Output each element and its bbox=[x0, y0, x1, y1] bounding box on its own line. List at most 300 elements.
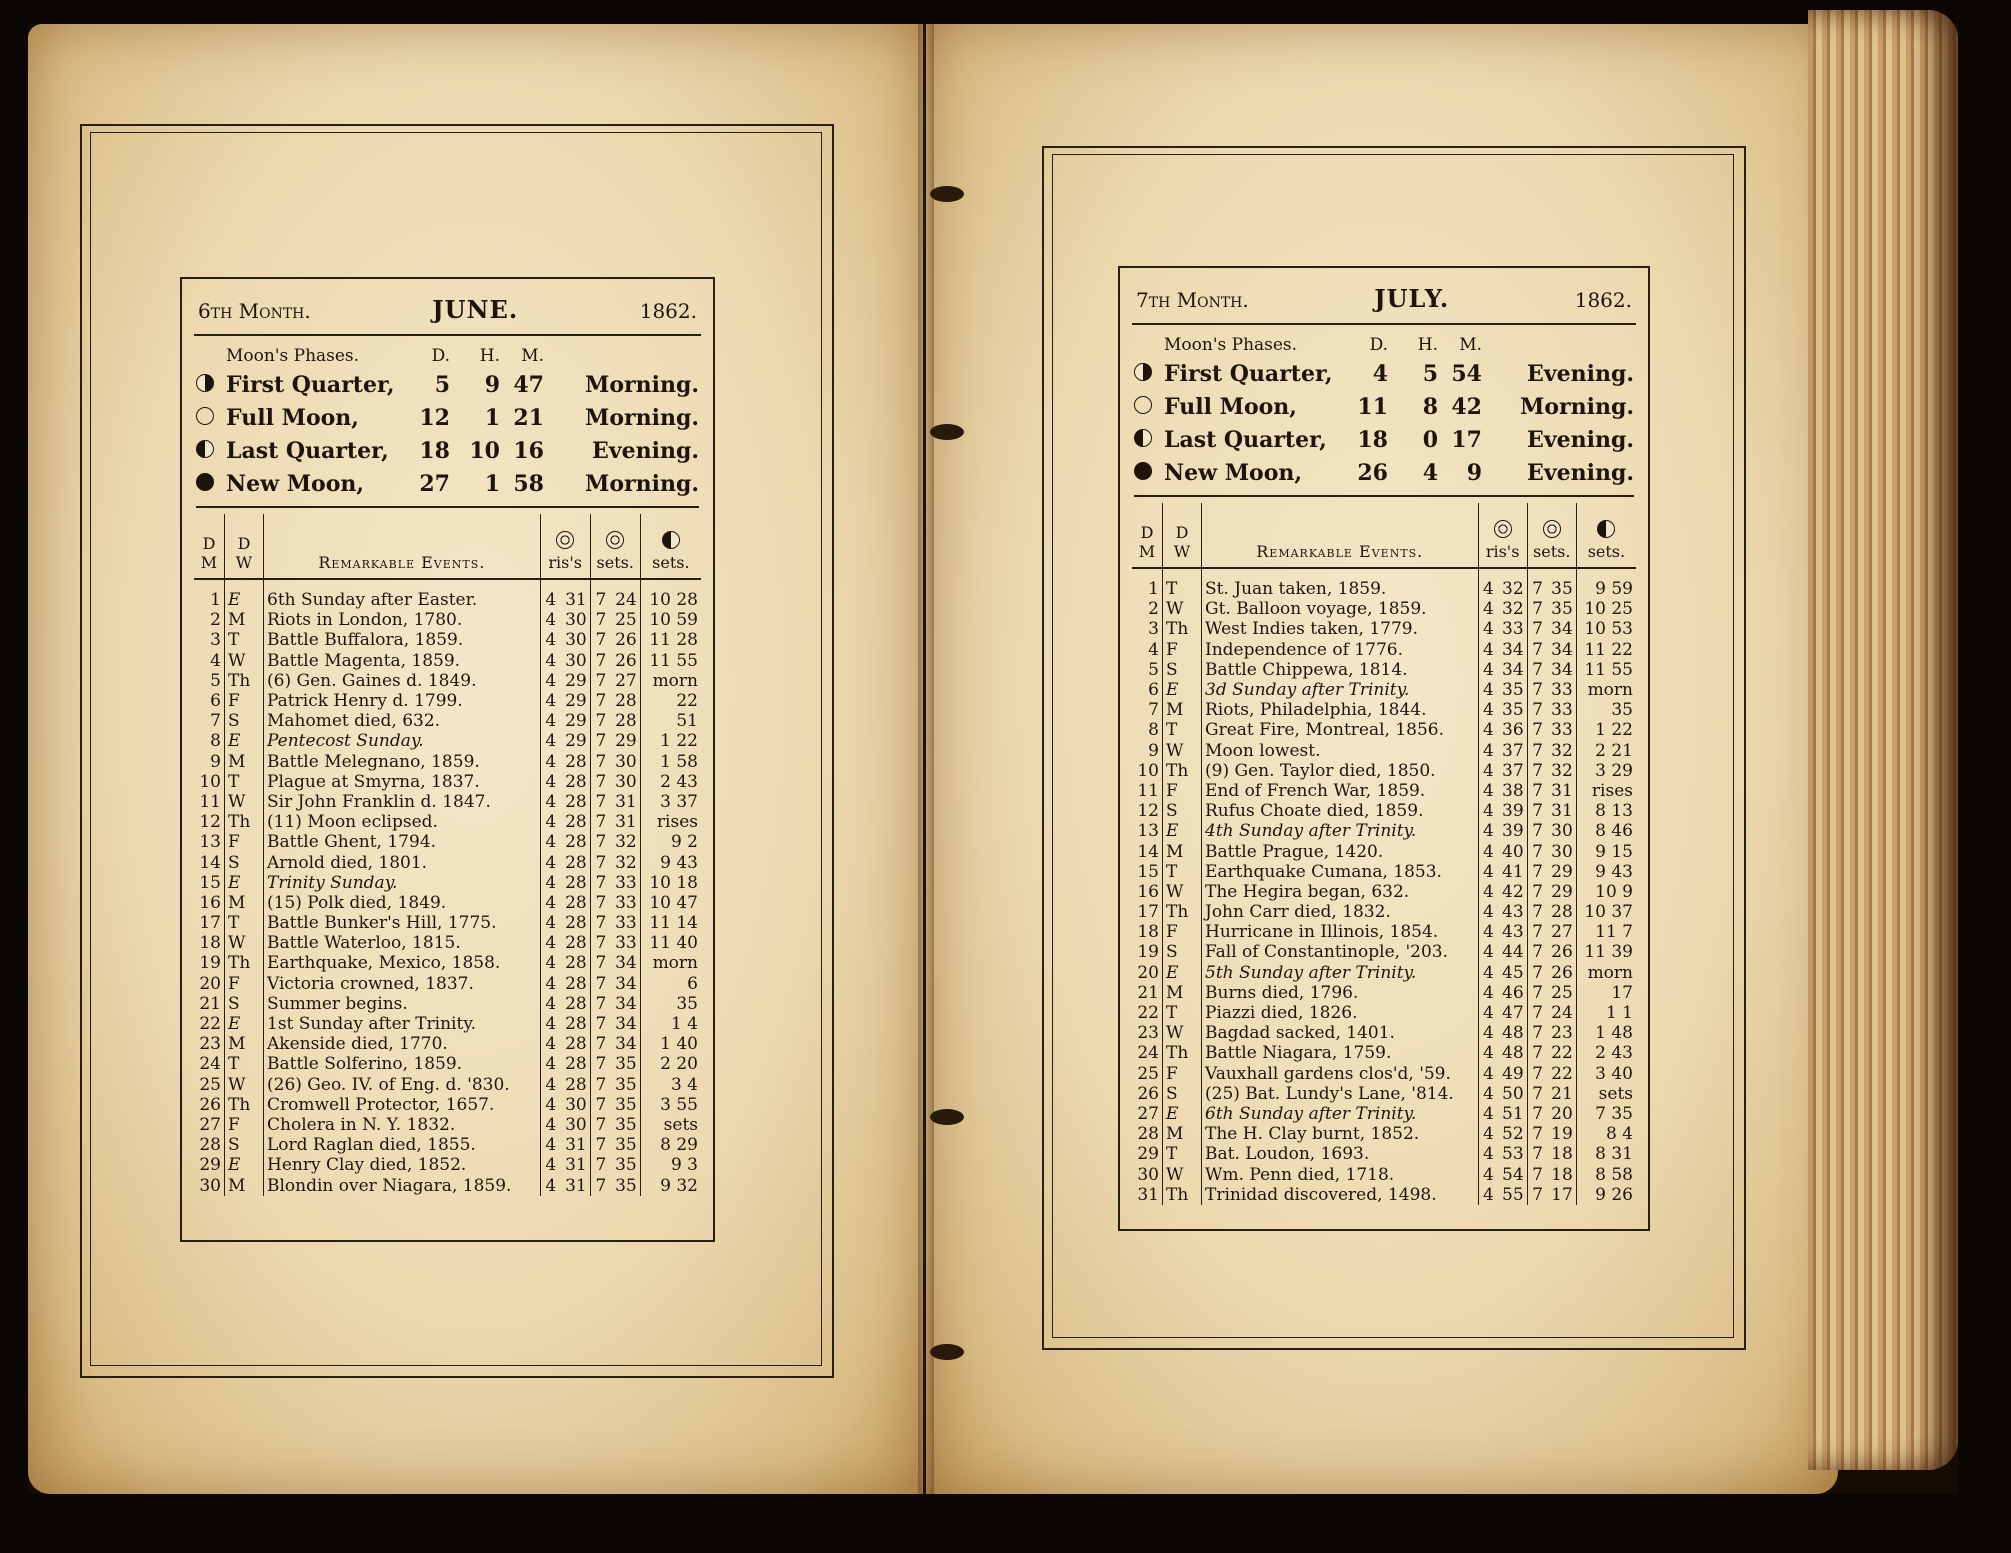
sunset-hour: 7 bbox=[590, 1054, 609, 1074]
day-of-month: 17 bbox=[1137, 902, 1159, 923]
month-header bbox=[194, 289, 701, 336]
table-row bbox=[194, 953, 701, 973]
moon-sets-value: 2 21 bbox=[1576, 741, 1636, 761]
phase-minute: 54 bbox=[1451, 360, 1482, 387]
event-text: The H. Clay burnt, 1852. bbox=[1202, 1124, 1479, 1144]
day-of-week: Th bbox=[225, 671, 264, 691]
moon-sets-value: 1 22 bbox=[1576, 720, 1636, 740]
moon-sets-value: 1 22 bbox=[640, 731, 701, 751]
sunset-hour: 7 bbox=[1527, 1043, 1546, 1063]
event-text: Pentecost Sunday. bbox=[264, 731, 541, 751]
day-of-week: E bbox=[1163, 680, 1202, 700]
event-text: Gt. Balloon voyage, 1859. bbox=[1202, 599, 1479, 619]
sunset-hour: 7 bbox=[1527, 640, 1546, 660]
phase-day: 4 bbox=[1372, 360, 1388, 387]
day-of-month: 30 bbox=[1137, 1164, 1159, 1185]
moon-phases-header bbox=[196, 344, 699, 368]
day-of-month: 11 bbox=[199, 791, 221, 812]
sunset-hour: 7 bbox=[1527, 841, 1546, 861]
moon-sets-value: 10 59 bbox=[640, 610, 701, 630]
last-quarter-icon bbox=[196, 440, 214, 458]
day-of-month: 29 bbox=[1137, 1144, 1159, 1165]
day-of-month: 17 bbox=[199, 913, 221, 934]
event-text: Arnold died, 1801. bbox=[264, 852, 541, 872]
sunrise-minute: 28 bbox=[565, 771, 587, 792]
event-text: Battle Prague, 1420. bbox=[1202, 841, 1479, 861]
sunrise-hour: 4 bbox=[1478, 1185, 1497, 1205]
day-of-month: 20 bbox=[199, 973, 221, 994]
sunset-minute: 35 bbox=[615, 1175, 637, 1196]
sunset-hour: 7 bbox=[1527, 983, 1546, 1003]
sunset-hour: 7 bbox=[590, 1075, 609, 1095]
sunrise-hour: 4 bbox=[540, 792, 559, 812]
table-row bbox=[1132, 1104, 1636, 1124]
moon-sets-value: 11 39 bbox=[1576, 942, 1636, 962]
day-of-month: 23 bbox=[1137, 1023, 1159, 1044]
table-row bbox=[1132, 680, 1636, 700]
day-of-month: 14 bbox=[1137, 841, 1159, 862]
sunrise-hour: 4 bbox=[1478, 700, 1497, 720]
day-of-week: E bbox=[1163, 1104, 1202, 1124]
table-row bbox=[194, 1115, 701, 1135]
sunrise-minute: 30 bbox=[565, 1094, 587, 1115]
sunrise-minute: 28 bbox=[565, 993, 587, 1014]
event-text: (15) Polk died, 1849. bbox=[264, 893, 541, 913]
binding-stitch bbox=[930, 186, 964, 202]
sunset-hour: 7 bbox=[590, 691, 609, 711]
table-row bbox=[1132, 882, 1636, 902]
day-of-week: W bbox=[1163, 882, 1202, 902]
sunset-minute: 33 bbox=[615, 913, 637, 934]
table-row bbox=[1132, 983, 1636, 1003]
event-text: Summer begins. bbox=[264, 994, 541, 1014]
sunrise-minute: 31 bbox=[565, 590, 587, 611]
sunset-minute: 35 bbox=[615, 1074, 637, 1095]
day-of-week: Th bbox=[1163, 1043, 1202, 1063]
sunset-minute: 34 bbox=[615, 1014, 637, 1035]
event-text: Akenside died, 1770. bbox=[264, 1034, 541, 1054]
sunset-minute: 33 bbox=[615, 933, 637, 954]
sunrise-minute: 43 bbox=[1502, 922, 1524, 943]
day-of-month: 3 bbox=[1148, 619, 1159, 640]
sunrise-hour: 4 bbox=[1478, 922, 1497, 942]
moon-phase-row bbox=[196, 368, 699, 401]
day-of-week: W bbox=[225, 1075, 264, 1095]
event-text: Cromwell Protector, 1657. bbox=[264, 1095, 541, 1115]
day-of-week: E bbox=[225, 873, 264, 893]
table-row bbox=[194, 711, 701, 731]
sunset-minute: 27 bbox=[1551, 922, 1573, 943]
table-row bbox=[1132, 720, 1636, 740]
phase-name: New Moon, bbox=[1164, 459, 1303, 486]
day-of-week: M bbox=[225, 752, 264, 772]
moon-sets-value: 8 4 bbox=[1576, 1124, 1636, 1144]
phase-hour: 5 bbox=[1422, 360, 1438, 387]
moon-sets-value: 3 55 bbox=[640, 1095, 701, 1115]
day-of-week: T bbox=[1163, 1144, 1202, 1164]
day-of-week: W bbox=[225, 792, 264, 812]
sunset-minute: 35 bbox=[615, 1114, 637, 1135]
table-row bbox=[194, 1135, 701, 1155]
sunrise-minute: 29 bbox=[565, 731, 587, 752]
moon-sets-value: 9 43 bbox=[1576, 862, 1636, 882]
sunrise-minute: 28 bbox=[565, 1054, 587, 1075]
day-of-month: 1 bbox=[210, 590, 221, 611]
moon-icon bbox=[1597, 520, 1615, 538]
sunrise-minute: 31 bbox=[565, 1155, 587, 1176]
event-text: Bat. Loudon, 1693. bbox=[1202, 1144, 1479, 1164]
day-of-week: W bbox=[1163, 741, 1202, 761]
table-row bbox=[194, 731, 701, 751]
table-row bbox=[1132, 700, 1636, 720]
table-row bbox=[194, 1075, 701, 1095]
event-text: West Indies taken, 1779. bbox=[1202, 619, 1479, 639]
sunset-minute: 20 bbox=[1551, 1103, 1573, 1124]
table-row bbox=[194, 832, 701, 852]
col-remarkable-events: Remarkable Events. bbox=[264, 514, 541, 579]
sunset-minute: 35 bbox=[615, 1135, 637, 1156]
day-of-month: 6 bbox=[1148, 680, 1159, 701]
table-row bbox=[194, 994, 701, 1014]
day-of-month: 9 bbox=[210, 751, 221, 772]
sunrise-minute: 43 bbox=[1502, 902, 1524, 923]
day-of-month: 7 bbox=[1148, 700, 1159, 721]
sunrise-hour: 4 bbox=[540, 933, 559, 953]
day-of-month: 11 bbox=[1137, 780, 1159, 801]
sunset-hour: 7 bbox=[590, 1014, 609, 1034]
day-of-week: E bbox=[1163, 821, 1202, 841]
day-of-month: 2 bbox=[210, 610, 221, 631]
event-text: Patrick Henry d. 1799. bbox=[264, 691, 541, 711]
phase-hour: 1 bbox=[484, 404, 500, 431]
moon-sets-value: 11 14 bbox=[640, 913, 701, 933]
day-of-month: 31 bbox=[1137, 1184, 1159, 1205]
sunset-minute: 32 bbox=[615, 852, 637, 873]
day-of-month: 3 bbox=[210, 630, 221, 651]
sunrise-hour: 4 bbox=[1478, 1023, 1497, 1043]
sunrise-hour: 4 bbox=[540, 893, 559, 913]
sunset-minute: 29 bbox=[1551, 881, 1573, 902]
moon-sets-value: morn bbox=[1576, 680, 1636, 700]
day-of-week: Th bbox=[1163, 1185, 1202, 1205]
sunrise-hour: 4 bbox=[1478, 801, 1497, 821]
sunset-hour: 7 bbox=[590, 1135, 609, 1155]
sunset-hour: 7 bbox=[590, 1175, 609, 1195]
event-text: Piazzi died, 1826. bbox=[1202, 1003, 1479, 1023]
phase-day: 18 bbox=[419, 437, 450, 464]
sunrise-hour: 4 bbox=[1478, 720, 1497, 740]
moon-phases bbox=[196, 344, 699, 508]
table-row bbox=[1132, 1185, 1636, 1205]
sunrise-minute: 50 bbox=[1502, 1083, 1524, 1104]
sunrise-minute: 31 bbox=[565, 1135, 587, 1156]
day-of-week: W bbox=[225, 933, 264, 953]
sunset-minute: 35 bbox=[615, 1054, 637, 1075]
event-text: Battle Waterloo, 1815. bbox=[264, 933, 541, 953]
col-remarkable-events: Remarkable Events. bbox=[1202, 503, 1479, 568]
sun-icon bbox=[556, 531, 574, 549]
sunset-hour: 7 bbox=[590, 873, 609, 893]
sunrise-minute: 28 bbox=[565, 812, 587, 833]
sunrise-hour: 4 bbox=[540, 630, 559, 650]
first-quarter-icon bbox=[196, 374, 214, 392]
moon-sets-value: rises bbox=[640, 812, 701, 832]
sunrise-minute: 45 bbox=[1502, 962, 1524, 983]
sunrise-hour: 4 bbox=[1478, 640, 1497, 660]
event-text: Battle Magenta, 1859. bbox=[264, 651, 541, 671]
day-of-month: 13 bbox=[1137, 821, 1159, 842]
sunrise-hour: 4 bbox=[540, 671, 559, 691]
day-of-week: E bbox=[225, 731, 264, 751]
june-calendar bbox=[180, 277, 715, 1242]
col-days: D. bbox=[431, 346, 450, 366]
binding-stitch bbox=[930, 424, 964, 440]
phase-name: Full Moon, bbox=[1164, 393, 1297, 420]
day-of-week: F bbox=[1163, 781, 1202, 801]
day-of-week: M bbox=[1163, 983, 1202, 1003]
sunrise-minute: 28 bbox=[565, 852, 587, 873]
month-name: JUNE. bbox=[432, 295, 519, 324]
moon-sets-value: 8 13 bbox=[1576, 801, 1636, 821]
day-of-week: F bbox=[225, 1115, 264, 1135]
sunset-minute: 33 bbox=[1551, 680, 1573, 701]
sunrise-minute: 46 bbox=[1502, 982, 1524, 1003]
sunset-minute: 28 bbox=[1551, 902, 1573, 923]
day-of-month: 21 bbox=[1137, 982, 1159, 1003]
sunrise-hour: 4 bbox=[1478, 882, 1497, 902]
phase-hour: 4 bbox=[1422, 459, 1438, 486]
day-of-week: F bbox=[225, 691, 264, 711]
event-text: Trinidad discovered, 1498. bbox=[1202, 1185, 1479, 1205]
moon-sets-value: 9 59 bbox=[1576, 568, 1636, 599]
table-row bbox=[1132, 922, 1636, 942]
sunrise-minute: 28 bbox=[565, 751, 587, 772]
table-row bbox=[194, 852, 701, 872]
event-text: Great Fire, Montreal, 1856. bbox=[1202, 720, 1479, 740]
sunrise-hour: 4 bbox=[540, 752, 559, 772]
event-text: Vauxhall gardens clos'd, '59. bbox=[1202, 1064, 1479, 1084]
day-of-month: 24 bbox=[199, 1054, 221, 1075]
day-of-month: 22 bbox=[199, 1014, 221, 1035]
table-row bbox=[194, 651, 701, 671]
day-of-week: F bbox=[1163, 640, 1202, 660]
moon-phase-row bbox=[1134, 456, 1634, 489]
moon-sets-value: 3 37 bbox=[640, 792, 701, 812]
sunset-hour: 7 bbox=[1527, 1084, 1546, 1104]
table-row bbox=[1132, 902, 1636, 922]
sunrise-hour: 4 bbox=[540, 1095, 559, 1115]
event-text: The Hegira began, 632. bbox=[1202, 882, 1479, 902]
day-of-week: Th bbox=[225, 1095, 264, 1115]
sunrise-hour: 4 bbox=[1478, 761, 1497, 781]
year-label: 1862. bbox=[639, 299, 697, 323]
sunrise-hour: 4 bbox=[1478, 781, 1497, 801]
sunset-minute: 26 bbox=[1551, 962, 1573, 983]
table-row bbox=[1132, 801, 1636, 821]
table-row bbox=[1132, 1084, 1636, 1104]
month-header bbox=[1132, 278, 1636, 325]
sunset-hour: 7 bbox=[1527, 741, 1546, 761]
moon-sets-value: 9 15 bbox=[1576, 841, 1636, 861]
sunrise-hour: 4 bbox=[1478, 1064, 1497, 1084]
sunrise-minute: 51 bbox=[1502, 1103, 1524, 1124]
sunrise-hour: 4 bbox=[1478, 680, 1497, 700]
table-row bbox=[194, 913, 701, 933]
day-of-week: M bbox=[1163, 841, 1202, 861]
sunrise-hour: 4 bbox=[540, 1014, 559, 1034]
day-of-week: T bbox=[225, 630, 264, 650]
day-of-month: 25 bbox=[199, 1074, 221, 1095]
sunset-hour: 7 bbox=[1527, 568, 1546, 599]
moon-sets-value: morn bbox=[640, 671, 701, 691]
moon-sets-value: 3 4 bbox=[640, 1075, 701, 1095]
table-row bbox=[1132, 1124, 1636, 1144]
event-text: 3d Sunday after Trinity. bbox=[1202, 680, 1479, 700]
day-of-week: T bbox=[1163, 862, 1202, 882]
sunrise-hour: 4 bbox=[540, 610, 559, 630]
sunset-hour: 7 bbox=[1527, 1003, 1546, 1023]
month-number-label: 6th Month. bbox=[198, 299, 311, 323]
event-text: (9) Gen. Taylor died, 1850. bbox=[1202, 761, 1479, 781]
col-moon-sets: sets. bbox=[640, 514, 701, 579]
phase-name: First Quarter, bbox=[226, 371, 395, 398]
sunset-minute: 29 bbox=[615, 731, 637, 752]
day-of-week: W bbox=[1163, 599, 1202, 619]
event-text: Moon lowest. bbox=[1202, 741, 1479, 761]
sunrise-hour: 4 bbox=[1478, 1164, 1497, 1184]
sunset-minute: 22 bbox=[1551, 1043, 1573, 1064]
sunset-hour: 7 bbox=[1527, 1185, 1546, 1205]
sunset-hour: 7 bbox=[1527, 821, 1546, 841]
day-of-week: M bbox=[1163, 700, 1202, 720]
table-row bbox=[194, 691, 701, 711]
month-name: JULY. bbox=[1374, 284, 1450, 313]
sunrise-minute: 28 bbox=[565, 1014, 587, 1035]
moon-sets-value: 7 35 bbox=[1576, 1104, 1636, 1124]
phase-minute: 47 bbox=[513, 371, 544, 398]
phase-hour: 0 bbox=[1422, 426, 1438, 453]
event-text: 6th Sunday after Easter. bbox=[264, 579, 541, 610]
moon-sets-value: 11 55 bbox=[1576, 660, 1636, 680]
event-text: 6th Sunday after Trinity. bbox=[1202, 1104, 1479, 1124]
phase-name: First Quarter, bbox=[1164, 360, 1333, 387]
sunset-minute: 35 bbox=[1551, 579, 1573, 600]
event-text: End of French War, 1859. bbox=[1202, 781, 1479, 801]
day-of-week: M bbox=[225, 610, 264, 630]
sunrise-hour: 4 bbox=[540, 1135, 559, 1155]
col-sun-sets: sets. bbox=[1527, 503, 1576, 568]
sunrise-hour: 4 bbox=[540, 873, 559, 893]
sunrise-hour: 4 bbox=[540, 1054, 559, 1074]
day-of-month: 8 bbox=[210, 731, 221, 752]
sunset-hour: 7 bbox=[590, 1095, 609, 1115]
moon-sets-value: 9 32 bbox=[640, 1175, 701, 1195]
moon-sets-value: 9 2 bbox=[640, 832, 701, 852]
moon-sets-value: 2 43 bbox=[1576, 1043, 1636, 1063]
phase-hour: 1 bbox=[484, 470, 500, 497]
sunset-minute: 32 bbox=[615, 832, 637, 853]
col-minutes: M. bbox=[521, 346, 544, 366]
sunrise-minute: 35 bbox=[1502, 680, 1524, 701]
sun-icon bbox=[606, 531, 624, 549]
col-hours: H. bbox=[1417, 335, 1438, 355]
event-text: 4th Sunday after Trinity. bbox=[1202, 821, 1479, 841]
sunset-minute: 34 bbox=[615, 973, 637, 994]
day-of-month: 16 bbox=[199, 892, 221, 913]
sunrise-hour: 4 bbox=[540, 579, 559, 610]
day-of-week: S bbox=[1163, 660, 1202, 680]
day-of-month: 10 bbox=[199, 771, 221, 792]
sunrise-hour: 4 bbox=[1478, 902, 1497, 922]
table-row bbox=[194, 893, 701, 913]
sunrise-hour: 4 bbox=[1478, 568, 1497, 599]
sunset-minute: 25 bbox=[1551, 982, 1573, 1003]
sunset-minute: 19 bbox=[1551, 1124, 1573, 1145]
sunrise-hour: 4 bbox=[1478, 1084, 1497, 1104]
day-of-week: F bbox=[1163, 922, 1202, 942]
moon-sets-value: 51 bbox=[640, 711, 701, 731]
sunset-hour: 7 bbox=[1527, 680, 1546, 700]
year-label: 1862. bbox=[1574, 288, 1632, 312]
day-of-month: 16 bbox=[1137, 881, 1159, 902]
sunrise-hour: 4 bbox=[540, 913, 559, 933]
table-row bbox=[194, 1054, 701, 1074]
day-of-month: 28 bbox=[199, 1135, 221, 1156]
sunset-minute: 31 bbox=[615, 812, 637, 833]
phase-minute: 21 bbox=[513, 404, 544, 431]
table-row bbox=[194, 1155, 701, 1175]
sunset-minute: 35 bbox=[615, 1155, 637, 1176]
sunset-minute: 18 bbox=[1551, 1144, 1573, 1165]
day-of-week: F bbox=[1163, 1064, 1202, 1084]
day-of-week: M bbox=[225, 1034, 264, 1054]
day-of-week: W bbox=[1163, 1023, 1202, 1043]
sunrise-hour: 4 bbox=[540, 1034, 559, 1054]
day-of-week: S bbox=[225, 1135, 264, 1155]
table-row bbox=[1132, 1003, 1636, 1023]
new-moon-icon bbox=[1134, 462, 1152, 480]
moon-sets-value: 11 7 bbox=[1576, 922, 1636, 942]
event-text: Independence of 1776. bbox=[1202, 640, 1479, 660]
events-table bbox=[1132, 503, 1636, 1205]
sunrise-hour: 4 bbox=[1478, 1124, 1497, 1144]
moon-icon bbox=[662, 531, 680, 549]
binding-stitch bbox=[930, 1344, 964, 1360]
event-text: Bagdad sacked, 1401. bbox=[1202, 1023, 1479, 1043]
sunrise-hour: 4 bbox=[540, 711, 559, 731]
day-of-month: 28 bbox=[1137, 1124, 1159, 1145]
day-of-month: 29 bbox=[199, 1155, 221, 1176]
sunrise-minute: 28 bbox=[565, 832, 587, 853]
sunrise-minute: 30 bbox=[565, 630, 587, 651]
sunrise-minute: 52 bbox=[1502, 1124, 1524, 1145]
sunset-minute: 33 bbox=[1551, 720, 1573, 741]
moon-sets-value: 1 58 bbox=[640, 752, 701, 772]
phase-minute: 42 bbox=[1451, 393, 1482, 420]
sunset-minute: 34 bbox=[615, 993, 637, 1014]
full-moon-icon bbox=[1134, 396, 1152, 414]
day-of-month: 1 bbox=[1148, 579, 1159, 600]
event-text: Battle Buffalora, 1859. bbox=[264, 630, 541, 650]
moon-phases bbox=[1134, 333, 1634, 497]
day-of-month: 7 bbox=[210, 711, 221, 732]
sunrise-minute: 29 bbox=[565, 691, 587, 712]
table-row bbox=[194, 1014, 701, 1034]
day-of-week: T bbox=[1163, 568, 1202, 599]
sunset-hour: 7 bbox=[1527, 1164, 1546, 1184]
event-text: John Carr died, 1832. bbox=[1202, 902, 1479, 922]
phase-name: Last Quarter, bbox=[226, 437, 389, 464]
